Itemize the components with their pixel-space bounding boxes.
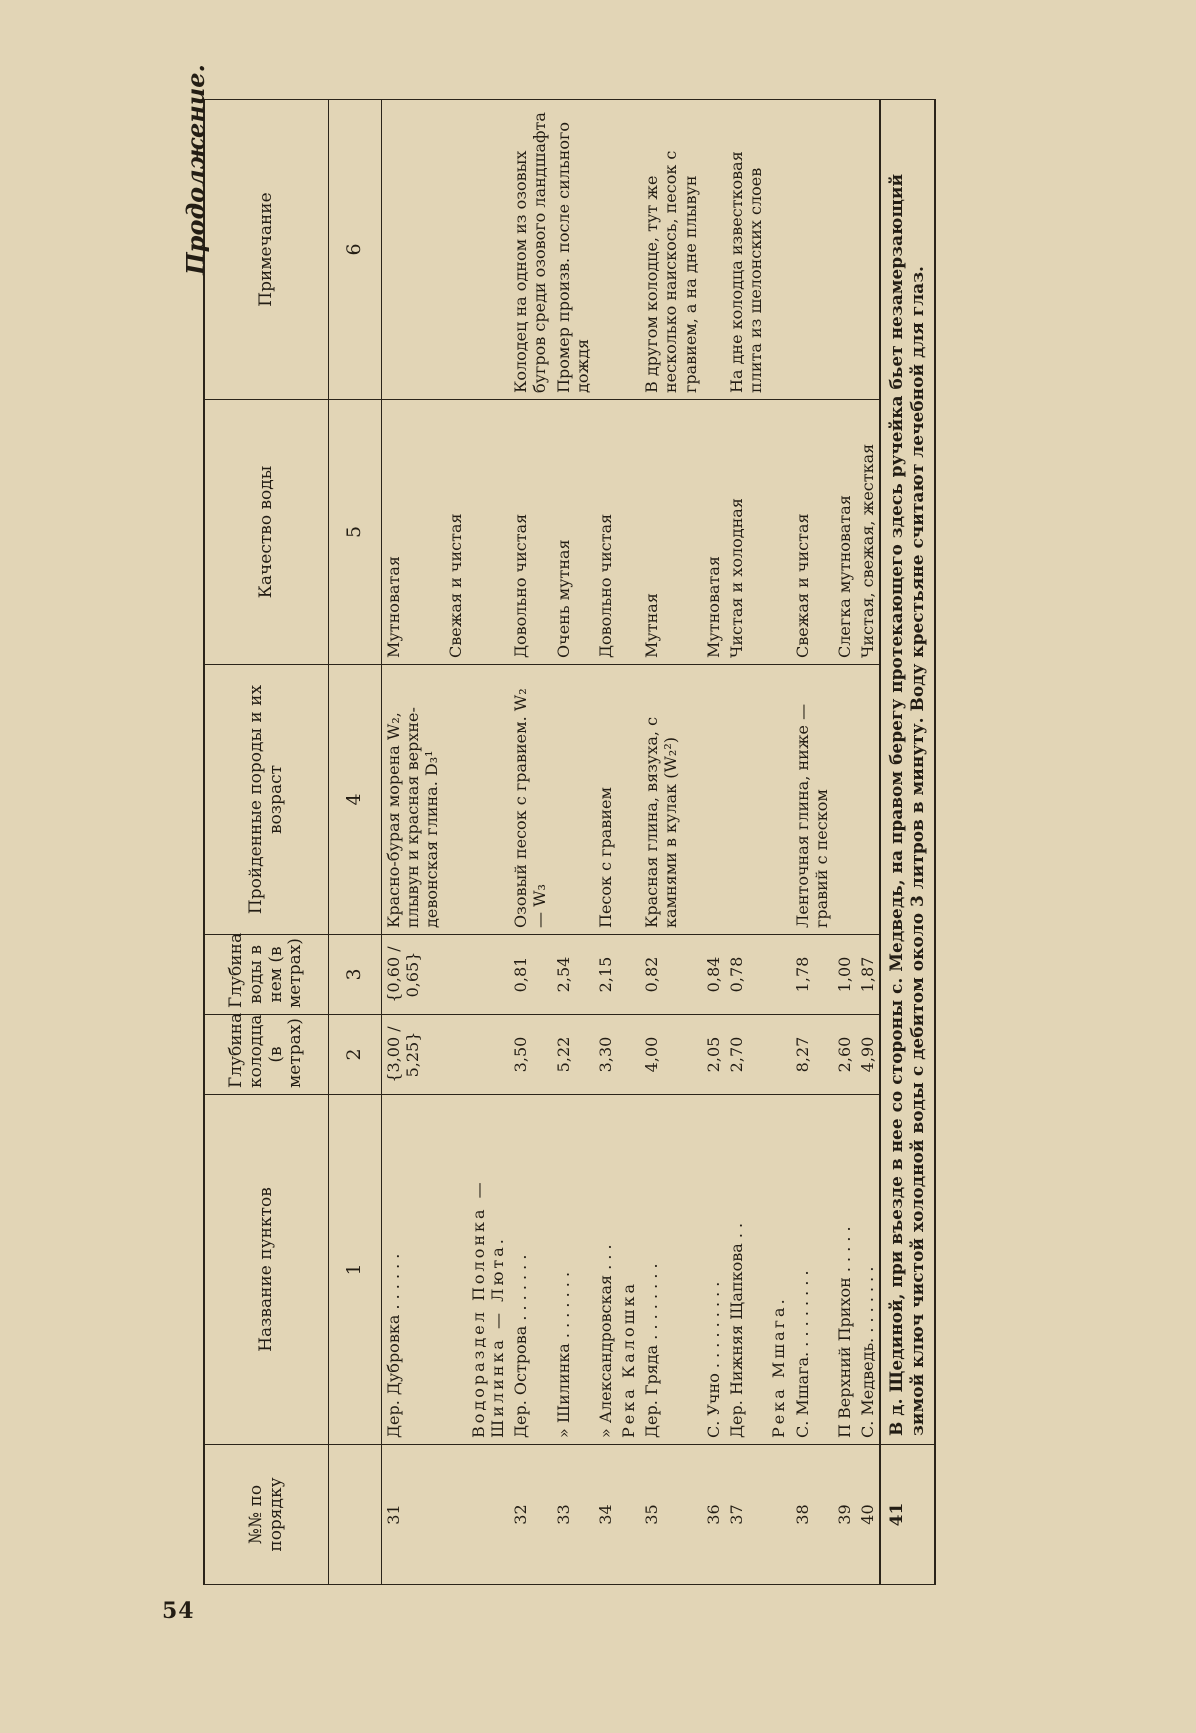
table-body bbox=[382, 100, 881, 1585]
note bbox=[856, 100, 880, 400]
table-row bbox=[725, 100, 767, 1585]
place-name: Дер. Нижняя Щапкова . . bbox=[725, 1095, 767, 1445]
water-quality: Довольно чистая bbox=[594, 400, 617, 665]
rocks-age: Красная глина, вязуха, с камнями в кулак (W₂²) bbox=[640, 665, 702, 935]
place-name bbox=[444, 1095, 467, 1445]
rocks-age: Ленточная глина, ниже — гравий с песком bbox=[791, 665, 833, 935]
rotated-table-page bbox=[181, 64, 1063, 1585]
place-name: П Верхний Прихон . . . . . bbox=[833, 1095, 856, 1445]
row-number: 37 bbox=[725, 1445, 767, 1585]
table-row bbox=[382, 100, 444, 1585]
empty-cell bbox=[767, 100, 790, 400]
colnum-5: 5 bbox=[329, 400, 382, 665]
rocks-age: Красно-бурая морена W₂, плывун и красная верхне-девонская глина. D₃¹ bbox=[382, 665, 444, 935]
water-quality: Свежая и чистая bbox=[444, 400, 467, 665]
empty-cell bbox=[467, 665, 509, 935]
empty-cell bbox=[617, 1015, 640, 1095]
well-depth: 4,90 bbox=[856, 1015, 880, 1095]
colnum-6: 6 bbox=[329, 100, 382, 400]
colnum-3: 3 bbox=[329, 935, 382, 1015]
water-depth: 1,00 bbox=[833, 935, 856, 1015]
section-heading: Река Мшага. bbox=[767, 1095, 790, 1445]
water-quality: Мутноватая bbox=[382, 400, 444, 665]
place-name: С. Учно . . . . . . . . . bbox=[702, 1095, 725, 1445]
note: В другом колодце, тут же несколько наискось, песок с гравием, а на дне плывун bbox=[640, 100, 702, 400]
footnote-row bbox=[880, 100, 935, 1585]
row-number bbox=[767, 1445, 790, 1585]
well-depth: 8,27 bbox=[791, 1015, 833, 1095]
row-number bbox=[617, 1445, 640, 1585]
header-note: Примечание bbox=[204, 100, 329, 400]
page-number: 54 bbox=[162, 1598, 195, 1624]
water-depth: 2,54 bbox=[552, 935, 594, 1015]
section-heading: Водораздел Полонка — Шилинка — Люта. bbox=[467, 1095, 509, 1445]
water-depth: 0,84 bbox=[702, 935, 725, 1015]
note: Промер произв. после сильного дождя bbox=[552, 100, 594, 400]
note bbox=[444, 100, 467, 400]
footnote-text: В д. Щединой, при въезде в нее со стороны с. Медведь, на правом берегу протекающего здесь ручейка бьет незамерзающий зимой ключ чистой холодной воды с дебитом около 3 литров в минуту. Воду крестьяне считают лечебной для глаз. bbox=[880, 100, 935, 1445]
empty-cell bbox=[467, 400, 509, 665]
header-quality: Качество воды bbox=[204, 400, 329, 665]
row-number: 31 bbox=[382, 1445, 444, 1585]
rocks-age: Песок с гравием bbox=[594, 665, 617, 935]
header-no: №№ по порядку bbox=[204, 1445, 329, 1585]
water-depth: 1,87 bbox=[856, 935, 880, 1015]
empty-cell bbox=[767, 665, 790, 935]
row-number: 33 bbox=[552, 1445, 594, 1585]
water-depth: 1,78 bbox=[791, 935, 833, 1015]
water-depth: 0,82 bbox=[640, 935, 702, 1015]
well-depth: {3,00 / 5,25} bbox=[382, 1015, 444, 1095]
row-number bbox=[467, 1445, 509, 1585]
note: На дне колодца известковая плита из шелонских слоев bbox=[725, 100, 767, 400]
header-rocks: Пройденные породы и их возраст bbox=[204, 665, 329, 935]
colnum-2: 2 bbox=[329, 1015, 382, 1095]
water-depth: 0,78 bbox=[725, 935, 767, 1015]
water-depth: 2,15 bbox=[594, 935, 617, 1015]
header-water: Глубина воды в нем (в метрах) bbox=[204, 935, 329, 1015]
header-name: Название пунктов bbox=[204, 1095, 329, 1445]
rocks-age bbox=[856, 665, 880, 935]
empty-cell bbox=[467, 1015, 509, 1095]
table-row bbox=[467, 100, 509, 1585]
well-depth bbox=[444, 1015, 467, 1095]
table-row bbox=[617, 100, 640, 1585]
rocks-age: Озовый песок с гравием. W₂ — W₃ bbox=[509, 665, 551, 935]
note bbox=[791, 100, 833, 400]
well-depth: 3,30 bbox=[594, 1015, 617, 1095]
note: Колодец на одном из озовых бугров среди озового ландшафта bbox=[509, 100, 551, 400]
well-depth: 3,50 bbox=[509, 1015, 551, 1095]
water-quality: Очень мутная bbox=[552, 400, 594, 665]
rocks-age bbox=[725, 665, 767, 935]
water-quality: Чистая и холодная bbox=[725, 400, 767, 665]
water-depth bbox=[444, 935, 467, 1015]
place-name: » Александровская . . . bbox=[594, 1095, 617, 1445]
wells-table bbox=[203, 99, 936, 1585]
water-quality: Свежая и чистая bbox=[791, 400, 833, 665]
row-number: 34 bbox=[594, 1445, 617, 1585]
colnum-0 bbox=[329, 1445, 382, 1585]
water-quality: Чистая, свежая, жесткая bbox=[856, 400, 880, 665]
well-depth: 5,22 bbox=[552, 1015, 594, 1095]
row-number: 40 bbox=[856, 1445, 880, 1585]
row-number: 39 bbox=[833, 1445, 856, 1585]
place-name: Дер. Острова . . . . . . . bbox=[509, 1095, 551, 1445]
table-row bbox=[509, 100, 551, 1585]
well-depth: 2,05 bbox=[702, 1015, 725, 1095]
footnote-number: 41 bbox=[880, 1445, 935, 1585]
table-row bbox=[791, 100, 833, 1585]
empty-cell bbox=[767, 935, 790, 1015]
colnum-4: 4 bbox=[329, 665, 382, 935]
water-quality: Мутная bbox=[640, 400, 702, 665]
running-head: Продолжение. bbox=[181, 64, 210, 275]
row-number: 32 bbox=[509, 1445, 551, 1585]
header-depth: Глубина колодца (в метрах) bbox=[204, 1015, 329, 1095]
rocks-age bbox=[833, 665, 856, 935]
row-number: 38 bbox=[791, 1445, 833, 1585]
colnum-1: 1 bbox=[329, 1095, 382, 1445]
section-heading: Река Калошка bbox=[617, 1095, 640, 1445]
empty-cell bbox=[617, 935, 640, 1015]
rocks-age bbox=[552, 665, 594, 935]
place-name: Дер. Дубровка . . . . . . bbox=[382, 1095, 444, 1445]
table-row bbox=[856, 100, 880, 1585]
table-row bbox=[702, 100, 725, 1585]
note bbox=[702, 100, 725, 400]
row-number: 36 bbox=[702, 1445, 725, 1585]
note bbox=[833, 100, 856, 400]
row-number: 35 bbox=[640, 1445, 702, 1585]
table-row bbox=[552, 100, 594, 1585]
water-quality: Слегка мутноватая bbox=[833, 400, 856, 665]
note bbox=[594, 100, 617, 400]
empty-cell bbox=[617, 100, 640, 400]
table-row bbox=[767, 100, 790, 1585]
well-depth: 4,00 bbox=[640, 1015, 702, 1095]
row-number bbox=[444, 1445, 467, 1585]
table-row bbox=[594, 100, 617, 1585]
water-depth: {0,60 / 0,65} bbox=[382, 935, 444, 1015]
empty-cell bbox=[617, 665, 640, 935]
well-depth: 2,70 bbox=[725, 1015, 767, 1095]
table-row bbox=[640, 100, 702, 1585]
place-name: » Шилинка . . . . . . . bbox=[552, 1095, 594, 1445]
rocks-age bbox=[444, 665, 467, 935]
empty-cell bbox=[767, 400, 790, 665]
water-quality: Довольно чистая bbox=[509, 400, 551, 665]
empty-cell bbox=[767, 1015, 790, 1095]
table-row bbox=[444, 100, 467, 1585]
note bbox=[382, 100, 444, 400]
place-name: С. Медведь. . . . . . . . bbox=[856, 1095, 880, 1445]
rocks-age bbox=[702, 665, 725, 935]
empty-cell bbox=[617, 400, 640, 665]
empty-cell bbox=[467, 935, 509, 1015]
place-name: С. Мшага. . . . . . . . . bbox=[791, 1095, 833, 1445]
well-depth: 2,60 bbox=[833, 1015, 856, 1095]
water-quality: Мутноватая bbox=[702, 400, 725, 665]
water-depth: 0,81 bbox=[509, 935, 551, 1015]
place-name: Дер. Гряда . . . . . . . . bbox=[640, 1095, 702, 1445]
table-row bbox=[833, 100, 856, 1585]
column-number-row bbox=[329, 100, 382, 1585]
header-row bbox=[204, 100, 329, 1585]
empty-cell bbox=[467, 100, 509, 400]
